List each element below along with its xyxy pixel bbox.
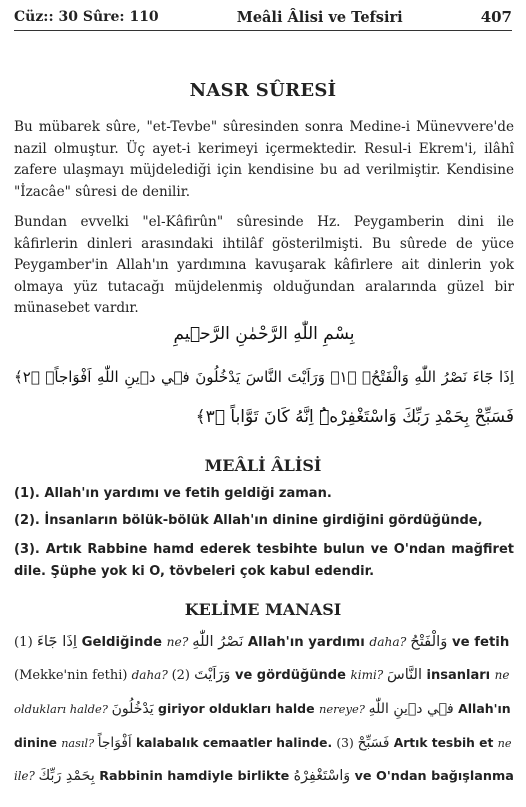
question-cue: ile? [14,769,39,783]
verse-number-text: (Mekke'nin fethi) [14,668,132,683]
meaning-text: ve O'ndan bağışlanma [350,769,514,784]
meaning-text: insanları [421,668,495,683]
header-juz-sura: Cüz:: 30 Sûre: 110 [14,9,159,25]
meaning-text: Allah'ın yardımı [243,635,370,650]
question-cue: oldukları halde? [14,702,112,716]
arabic-word: بِحَمْدِ رَبِّكَ [38,768,95,784]
question-cue: ne? [166,635,193,649]
arabic-word: نَصْرُ اللّٰهِ [192,633,244,650]
meaning-text: kalabalık cemaatler halinde. [131,736,337,750]
meaning-text: Artık tesbih et [389,736,498,750]
arabic-verses-line-2: فَسَبِّحْ بِحَمْدِ رَبِّكَ وَاسْتَغْفِرْهُۜ اِنَّهُ كَانَ تَوَّاباً ﴿٣﴾ [195,407,514,427]
verse-number-text: (3) [336,736,358,750]
arabic-word: يَدْخُلُونَ [111,701,154,717]
intro-paragraph-2: Bundan evvelki "el-Kâfirûn" sûresinde Hz. Peygamberin dini ile kâfirlerin dinleri arasındaki ihtilâf gösterilmişti. Bu sûrede de yüce Peygamber'in Allah'ın yardımına kavuşarak kâfirlere ait dinlerin yok olmaya yüz tutacağı müjdelenmiş olduğundan aralarında güzel bir münasebet vardır. [14,214,514,316]
arabic-word: ف۪ي د۪ينِ اللّٰهِ [368,701,454,717]
meaning-text: dinine [14,736,62,750]
arabic-word: وَاسْتَغْفِرْهُ [293,768,351,784]
verse-number-text: (1) [14,635,37,650]
question-cue: ne [497,737,512,750]
running-header [14,4,512,31]
question-cue: daha? [131,668,172,682]
question-cue: nasıl? [61,737,98,750]
header-book-title: Meâli Âlisi ve Tefsiri [236,8,403,26]
meaning-text: Rabbinin hamdiyle birlikte [94,769,294,784]
question-cue: ne [494,668,510,682]
arabic-word: فَسَبِّحْ [357,735,390,751]
basmala: بِسْمِ اللّٰهِ الرَّحْمٰنِ الرَّح۪يمِ [173,324,355,344]
kelime-line [14,766,516,787]
question-cue: kimi? [350,668,388,682]
meaning-text: Allah'ın [453,701,511,716]
meali-verse-2: (2). İnsanların bölük-bölük Allah'ın dinine girdiğini gördüğünde, [14,513,483,528]
kelime-line [14,665,516,686]
page-number: 407 [480,8,512,26]
question-cue: daha? [369,635,411,649]
sura-title: NASR SÛRESİ [189,80,337,101]
arabic-word: النَّاسَ [387,667,422,683]
verse-number-text: (2) [171,668,195,683]
intro-paragraph-1: Bu mübarek sûre, "et-Tevbe" sûresinden sonra Medine-i Münevvere'de nazil olmuştur. Üç ayet-i kerimeyi içermektedir. Resul-i Ekrem'i, ilâhî zafere ulaşmayı müjdelediği için kendisine bu ad verilmiştir. Kendisine "İzacâe" sûresi de denilir. [14,119,514,200]
kelime-line [14,733,516,754]
arabic-word: اِذَا جَٓاءَ [36,633,77,650]
arabic-word: اَفْوَاجاً [97,735,132,751]
meaning-text: ve fetih [447,635,510,650]
kelime-line [14,632,516,653]
arabic-verses-line-1: اِذَا جَٓاءَ نَصْرُ اللّٰهِ وَالْفَتْحُۙ ﴿١﴾ وَرَاَيْتَ النَّاسَ يَدْخُلُونَ ف۪ي د۪ينِ اللّٰهِ اَفْوَاجاًۙ ﴿٢﴾ [14,368,514,386]
meali-heading: MEÂLİ ÂLİSİ [204,456,322,475]
question-cue: nereye? [318,702,369,716]
meaning-text: giriyor oldukları halde [153,701,319,716]
kelime-heading: KELİME MANASI [184,600,342,619]
arabic-word: وَرَاَيْتَ [194,667,231,683]
meaning-text: ve gördüğünde [230,668,351,683]
meali-verse-3: (3). Artık Rabbine hamd ederek tesbihte bulun ve O'ndan mağfiret dile. Şüphe yok ki O, tövbeleri çok kabul edendir. [14,542,514,579]
arabic-word: وَالْفَتْحُ [410,633,448,650]
meaning-text: Geldiğinde [77,635,167,650]
kelime-line [14,699,516,719]
meali-verse-1: (1). Allah'ın yardımı ve fetih geldiği zaman. [14,486,332,501]
